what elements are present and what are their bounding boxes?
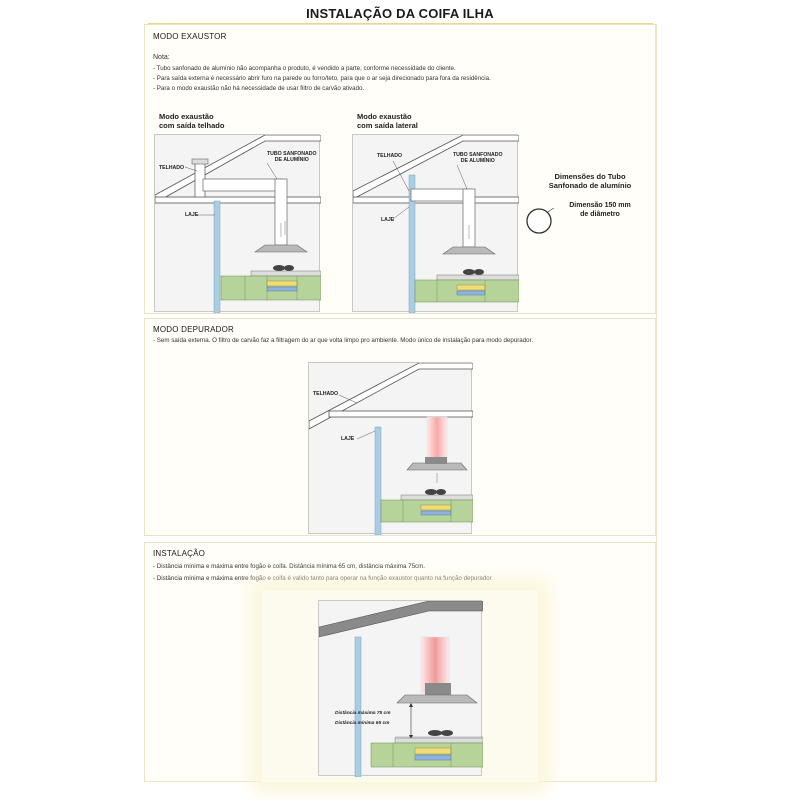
tube-dimensions-title-line1: Dimensões do Tubo xyxy=(554,172,626,181)
fig2-label-slab: LAJE xyxy=(381,217,395,223)
fig2-label-tube-line2: DE ALUMÍNIO xyxy=(460,158,495,164)
fig1-label-slab: LAJE xyxy=(185,212,199,218)
figure-exhaust-roof xyxy=(154,134,320,312)
tube-diameter-circle-icon xyxy=(524,206,554,236)
fig2-label-tube-line1: TUBO SANFONADO xyxy=(453,152,503,158)
depurador-note-1: - Sem saída externa. O filtro de carvão faz a filtragem do ar que volta limpo pro ambiente. Modo único de instalação para modo depurador. xyxy=(153,337,534,344)
fig1-label-tube-line2: DE ALUMÍNIO xyxy=(274,157,309,163)
figure-recirculation xyxy=(308,362,472,534)
exaustor-heading: MODO EXAUSTOR xyxy=(153,32,227,41)
exaustor-note-3: - Para o modo exaustão não há necessidade de usar filtro de carvão ativado. xyxy=(153,85,365,92)
depurador-label-slab: LAJE xyxy=(341,436,355,442)
fig1-title xyxy=(159,113,224,130)
fig2-label-tube xyxy=(453,152,503,164)
fig1-title-line1: Modo exaustão xyxy=(159,112,214,121)
label-min-distance: Distância mínima 65 cm xyxy=(335,721,390,726)
depurador-heading: MODO DEPURADOR xyxy=(153,325,235,334)
fig2-title-line1: Modo exaustão xyxy=(357,112,412,121)
instalacao-note-1: - Distância mínima e máxima entre fogão e coifa. Distância mínima 65 cm, distância máxima 75cm. xyxy=(153,563,426,570)
fig1-label-roof: TELHADO xyxy=(159,165,185,171)
figure-exhaust-lateral xyxy=(352,134,518,312)
fig2-label-roof: TELHADO xyxy=(377,153,403,159)
fig2-title-line2: com saída lateral xyxy=(357,120,418,130)
exaustor-note-1: - Tubo sanfonado de alumínio não acompanha o produto, é vendido a parte, conforme necessidade do cliente. xyxy=(153,65,456,72)
depurador-label-roof: TELHADO xyxy=(313,391,339,397)
instalacao-heading: INSTALAÇÃO xyxy=(153,549,206,558)
tube-dimensions-text-line2: de diâmetro xyxy=(580,210,620,218)
figure-installation-drawing xyxy=(319,601,483,777)
tube-dimensions-text xyxy=(560,202,640,219)
fig1-label-tube-line1: TUBO SANFONADO xyxy=(267,151,317,157)
figure-installation-distance xyxy=(318,600,482,776)
tube-dimensions-title xyxy=(540,172,640,190)
page-title: INSTALAÇÃO DA COIFA ILHA xyxy=(306,6,494,21)
right-border-line xyxy=(656,24,657,782)
fig1-title-line2: com saída telhado xyxy=(159,120,225,130)
tube-dimensions-text-line1: Dimensão 150 mm xyxy=(569,202,631,209)
exaustor-note-2: - Para saída externa é necessário abrir furo na parede ou forro/teto, para que o ar seja direcionado para fora da residência. xyxy=(153,75,491,82)
fig1-label-tube xyxy=(267,151,317,163)
tube-dimensions-title-line2: Sanfonado de alumínio xyxy=(548,181,632,190)
instalacao-note-2: - Distância mínima e máxima entre fogão e coifa é valido tanto para operar na função exaustor quanto na função depurador xyxy=(153,575,492,582)
figure-recirculation-drawing xyxy=(309,363,473,535)
fig2-title xyxy=(357,113,418,130)
exaustor-note-title: Nota: xyxy=(153,54,170,61)
label-max-distance: Distância máxima 75 cm xyxy=(335,711,391,716)
